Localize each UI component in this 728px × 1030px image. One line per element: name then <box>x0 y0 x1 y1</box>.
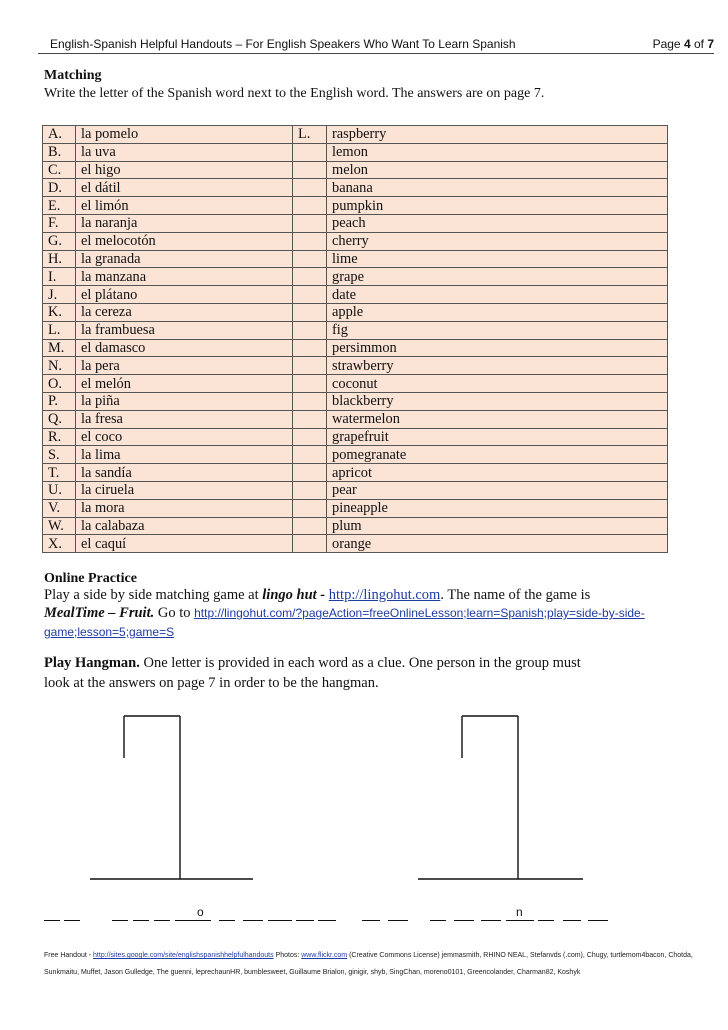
blank <box>563 920 581 921</box>
matching-heading: Matching <box>44 68 102 83</box>
spanish-word: la calabaza <box>76 517 293 535</box>
english-word: cherry <box>327 232 668 250</box>
spanish-word: la piña <box>76 392 293 410</box>
answer-cell[interactable] <box>293 375 327 393</box>
row-letter: C. <box>43 161 76 179</box>
english-word: banana <box>327 179 668 197</box>
blank <box>454 920 474 921</box>
table-row <box>43 268 668 286</box>
table-row <box>43 214 668 232</box>
page-number <box>653 37 714 51</box>
blank <box>296 920 314 921</box>
answer-cell[interactable] <box>293 535 327 553</box>
spanish-word: el dátil <box>76 179 293 197</box>
spanish-word: la naranja <box>76 214 293 232</box>
spanish-word: la frambuesa <box>76 321 293 339</box>
row-letter: H. <box>43 250 76 268</box>
spanish-word: la pomelo <box>76 126 293 144</box>
table-row <box>43 143 668 161</box>
blank <box>219 920 235 921</box>
row-letter: U. <box>43 481 76 499</box>
english-word: pumpkin <box>327 197 668 215</box>
online-practice-heading: Online Practice <box>44 571 137 586</box>
english-word: grape <box>327 268 668 286</box>
row-letter: D. <box>43 179 76 197</box>
spanish-word: el damasco <box>76 339 293 357</box>
game-name: MealTime – Fruit. <box>44 605 155 621</box>
row-letter: O. <box>43 375 76 393</box>
spanish-word: la fresa <box>76 410 293 428</box>
answer-cell[interactable] <box>293 357 327 375</box>
answer-cell[interactable] <box>293 303 327 321</box>
answer-cell[interactable] <box>293 143 327 161</box>
table-row <box>43 410 668 428</box>
go-to-text: Go to <box>154 605 195 621</box>
blank <box>538 920 554 921</box>
answer-cell[interactable] <box>293 161 327 179</box>
matching-instructions: Write the letter of the Spanish word next to the English word. The answers are on page 7. <box>44 86 545 101</box>
table-row <box>43 499 668 517</box>
row-letter: X. <box>43 535 76 553</box>
english-word: raspberry <box>327 126 668 144</box>
english-word: apricot <box>327 464 668 482</box>
table-row <box>43 392 668 410</box>
answer-cell[interactable] <box>293 197 327 215</box>
spanish-word: la cereza <box>76 303 293 321</box>
table-row <box>43 303 668 321</box>
blank <box>362 920 380 921</box>
lesson-link-part1[interactable]: http://lingohut.com/?pageAction=freeOnlineLesson;learn=Spanish;play=side-by-side- <box>194 606 645 620</box>
english-word: grapefruit <box>327 428 668 446</box>
english-word: fig <box>327 321 668 339</box>
table-row <box>43 375 668 393</box>
spanish-word: la mora <box>76 499 293 517</box>
row-letter: V. <box>43 499 76 517</box>
spanish-word: la uva <box>76 143 293 161</box>
answer-cell[interactable] <box>293 321 327 339</box>
flickr-link[interactable]: www.flickr.com <box>301 952 348 959</box>
table-row <box>43 517 668 535</box>
row-letter: J. <box>43 286 76 304</box>
spanish-word: el limón <box>76 197 293 215</box>
answer-cell[interactable] <box>293 392 327 410</box>
online-practice-text <box>44 587 590 604</box>
answer-cell[interactable] <box>293 179 327 197</box>
table-row <box>43 286 668 304</box>
hangman-blanks <box>0 905 728 929</box>
row-letter: P. <box>43 392 76 410</box>
answer-cell[interactable] <box>293 446 327 464</box>
spanish-word: el melón <box>76 375 293 393</box>
footer-line-2: Sunkmaitu, Muffet, Jason Gulledge, The guenni, leprechaunHR, bumblesweet, Guillaume Brialon, ginigir, shyb, SingChan, moreno0101, Greencolander, Charman82, Koshyk <box>44 969 581 976</box>
table-row <box>43 197 668 215</box>
matching-table <box>42 125 668 553</box>
spanish-word: el higo <box>76 161 293 179</box>
footer-prefix: Free Handout - <box>44 952 94 959</box>
table-row <box>43 321 668 339</box>
spanish-word: la sandía <box>76 464 293 482</box>
blank <box>506 920 534 921</box>
row-letter: W. <box>43 517 76 535</box>
row-letter: M. <box>43 339 76 357</box>
table-row <box>43 161 668 179</box>
page-header <box>38 37 714 54</box>
table-row <box>43 446 668 464</box>
blank <box>154 920 170 921</box>
table-row <box>43 535 668 553</box>
table-row <box>43 357 668 375</box>
answer-cell[interactable] <box>293 250 327 268</box>
hangman-heading: Play Hangman. <box>44 655 140 671</box>
page-prefix: Page <box>652 37 684 51</box>
hangman-text-2: look at the answers on page 7 in order to be the hangman. <box>44 675 379 691</box>
hangman-gallows <box>0 700 728 930</box>
blank <box>175 920 211 921</box>
spanish-word: la pera <box>76 357 293 375</box>
row-letter: N. <box>43 357 76 375</box>
english-word: apple <box>327 303 668 321</box>
page-footer <box>44 947 716 981</box>
table-row <box>43 232 668 250</box>
blank <box>268 920 292 921</box>
clue-letter-2: n <box>516 905 523 919</box>
answer-cell[interactable] <box>293 428 327 446</box>
handouts-link[interactable]: http://sites.google.com/site/englishspanishhelpfulhandouts <box>93 952 274 959</box>
page-of: of <box>690 37 708 51</box>
matching-table-body <box>43 126 668 553</box>
row-letter: K. <box>43 303 76 321</box>
english-word: pineapple <box>327 499 668 517</box>
answer-cell[interactable] <box>293 339 327 357</box>
row-letter: G. <box>43 232 76 250</box>
english-word: plum <box>327 517 668 535</box>
header-title: English-Spanish Helpful Handouts – For English Speakers Who Want To Learn Spanish <box>50 37 516 51</box>
answer-cell[interactable] <box>293 410 327 428</box>
spanish-word: la manzana <box>76 268 293 286</box>
footer-line-1 <box>44 947 716 964</box>
blank <box>388 920 408 921</box>
footer-credits: (Creative Commons License) jemmasmith, RHINO NEAL, Stefanvds (.com), Chugy, turtlemom4bacon, Chotda, <box>347 952 693 959</box>
lingohut-link[interactable]: http://lingohut.com <box>328 587 441 603</box>
row-letter: Q. <box>43 410 76 428</box>
spanish-word: el melocotón <box>76 232 293 250</box>
answer-cell[interactable] <box>293 268 327 286</box>
english-word: melon <box>327 161 668 179</box>
dash: - <box>316 587 329 603</box>
footer-photos: Photos: <box>273 952 302 959</box>
answer-cell[interactable] <box>293 464 327 482</box>
table-row <box>43 250 668 268</box>
row-letter: L. <box>43 321 76 339</box>
row-letter: S. <box>43 446 76 464</box>
row-letter: I. <box>43 268 76 286</box>
table-row <box>43 179 668 197</box>
answer-cell[interactable] <box>293 481 327 499</box>
table-row <box>43 126 668 144</box>
blank <box>44 920 60 921</box>
english-word: coconut <box>327 375 668 393</box>
online-practice-text-3 <box>44 625 174 640</box>
answer-cell[interactable] <box>293 286 327 304</box>
blank <box>588 920 608 921</box>
english-word: blackberry <box>327 392 668 410</box>
row-letter: A. <box>43 126 76 144</box>
row-letter: F. <box>43 214 76 232</box>
table-row <box>43 339 668 357</box>
blank <box>112 920 128 921</box>
answer-cell[interactable]: L. <box>293 126 327 144</box>
english-word: lemon <box>327 143 668 161</box>
english-word: peach <box>327 214 668 232</box>
spanish-word: el caquí <box>76 535 293 553</box>
english-word: pomegranate <box>327 446 668 464</box>
blank <box>133 920 149 921</box>
table-row <box>43 428 668 446</box>
english-word: orange <box>327 535 668 553</box>
english-word: pear <box>327 481 668 499</box>
row-letter: R. <box>43 428 76 446</box>
hangman-text <box>44 655 581 672</box>
blank <box>318 920 336 921</box>
lingo-hut-name: lingo hut <box>262 587 317 603</box>
lesson-link-part2[interactable]: game;lesson=5;game=S <box>44 625 175 639</box>
spanish-word: el plátano <box>76 286 293 304</box>
row-letter: T. <box>43 464 76 482</box>
answer-cell[interactable] <box>293 517 327 535</box>
english-word: lime <box>327 250 668 268</box>
spanish-word: el coco <box>76 428 293 446</box>
online-practice-text-2 <box>44 605 645 622</box>
blank <box>481 920 501 921</box>
table-row <box>43 464 668 482</box>
blank <box>243 920 263 921</box>
page-total: 7 <box>707 37 714 51</box>
hangman-instructions: One letter is provided in each word as a clue. One person in the group must <box>139 655 581 671</box>
english-word: date <box>327 286 668 304</box>
row-letter: E. <box>43 197 76 215</box>
row-letter: B. <box>43 143 76 161</box>
blank <box>64 920 80 921</box>
answer-cell[interactable] <box>293 214 327 232</box>
online-intro: Play a side by side matching game at <box>44 587 263 603</box>
spanish-word: la ciruela <box>76 481 293 499</box>
spanish-word: la granada <box>76 250 293 268</box>
blank <box>430 920 446 921</box>
spanish-word: la lima <box>76 446 293 464</box>
page-current: 4 <box>683 37 691 51</box>
clue-letter-1: o <box>197 905 204 919</box>
online-rest: . The name of the game is <box>440 587 591 603</box>
table-row <box>43 481 668 499</box>
english-word: watermelon <box>327 410 668 428</box>
english-word: persimmon <box>327 339 668 357</box>
answer-cell[interactable] <box>293 499 327 517</box>
english-word: strawberry <box>327 357 668 375</box>
answer-cell[interactable] <box>293 232 327 250</box>
